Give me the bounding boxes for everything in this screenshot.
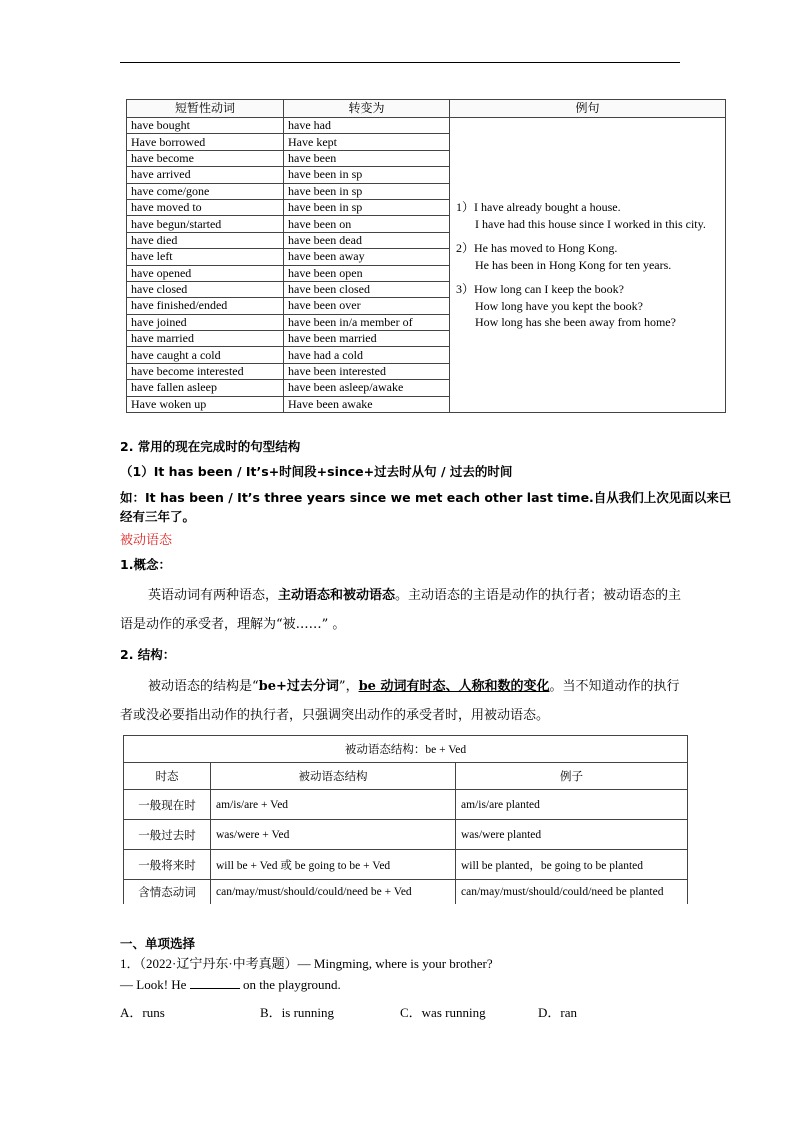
table-header-row: [124, 763, 688, 790]
short-verb-cell: have begun/started: [127, 216, 284, 232]
column-header: 例子: [456, 763, 688, 790]
example-sentence: 1）I have already bought a house.: [456, 200, 621, 215]
structure-text: ”，: [338, 679, 359, 694]
pattern-heading: （1）It has been / It’s+时间段+since+过去时从句 / 过去的时间: [120, 464, 513, 479]
concept-paragraph: [120, 581, 685, 639]
example-sentence: He has been in Hong Kong for ten years.: [475, 257, 672, 272]
example-group: [456, 240, 721, 273]
converted-verb-cell: have been dead: [284, 232, 450, 248]
question-text: on the playground.: [239, 977, 341, 992]
structure-text: 被动语态的结构是“: [148, 679, 259, 694]
converted-verb-cell: have been in sp: [284, 183, 450, 199]
short-verb-cell: have become: [127, 150, 284, 166]
table-row: [127, 118, 726, 134]
table-row: [124, 820, 688, 850]
column-header: 短暂性动词: [127, 100, 284, 118]
option-b: B．is running: [260, 1005, 335, 1020]
structure-cell: can/may/must/should/could/need be + Ved: [211, 880, 456, 905]
table-row: [124, 790, 688, 820]
short-verb-cell: have come/gone: [127, 183, 284, 199]
structure-cell: will be + Ved 或 be going to be + Ved: [211, 850, 456, 880]
pattern-example-line: 如：It has been / It’s three years since we met each other last time.自从我们上次见面以来已: [120, 490, 732, 505]
short-verb-cell: have opened: [127, 265, 284, 281]
option-a: A．runs: [120, 1005, 165, 1020]
example-cell: was/were planted: [456, 820, 688, 850]
short-verb-cell: have joined: [127, 314, 284, 330]
table-row: [124, 850, 688, 880]
option-d: D．ran: [538, 1005, 577, 1020]
exercise-heading: 一、单项选择: [120, 936, 196, 951]
table-header-row: [127, 100, 726, 118]
converted-verb-cell: have been asleep/awake: [284, 380, 450, 396]
structure-cell: am/is/are + Ved: [211, 790, 456, 820]
column-header: 例句: [450, 100, 726, 118]
converted-verb-cell: have had: [284, 118, 450, 134]
example-sentence: 3）How long can I keep the book?: [456, 282, 624, 297]
concept-heading: 1.概念：: [120, 557, 171, 572]
short-verb-cell: have died: [127, 232, 284, 248]
short-verb-cell: Have woken up: [127, 396, 284, 412]
example-cell: am/is/are planted: [456, 790, 688, 820]
converted-verb-cell: Have kept: [284, 134, 450, 150]
tense-cell: 含情态动词: [124, 880, 211, 905]
structure-heading: 2. 结构：: [120, 647, 176, 662]
example-cell: will be planted，be going to be planted: [456, 850, 688, 880]
short-verb-cell: have bought: [127, 118, 284, 134]
converted-verb-cell: have been interested: [284, 363, 450, 379]
verb-conversion-table: [126, 99, 726, 413]
converted-verb-cell: have been open: [284, 265, 450, 281]
short-verb-cell: Have borrowed: [127, 134, 284, 150]
example-sentence: I have had this house since I worked in this city.: [475, 216, 706, 231]
short-verb-cell: have arrived: [127, 167, 284, 183]
pattern-example-line: 经有三年了。: [120, 509, 196, 524]
tense-cell: 一般将来时: [124, 850, 211, 880]
converted-verb-cell: have had a cold: [284, 347, 450, 363]
structure-emphasis: be+过去分词: [258, 679, 339, 694]
table-caption-row: [124, 736, 688, 763]
structure-paragraph: [120, 672, 685, 730]
question-line: 1．（2022·辽宁丹东·中考真题）— Mingming, where is your brother?: [120, 956, 493, 971]
short-verb-cell: have become interested: [127, 363, 284, 379]
option-c: C．was running: [400, 1005, 486, 1020]
short-verb-cell: have closed: [127, 281, 284, 297]
short-verb-cell: have married: [127, 331, 284, 347]
question-text: — Look! He: [120, 977, 190, 992]
structure-text: 。当不知道动作的执行者或没必要指出动作的执行者，只强调突出动作的承受者时，用被动语态。: [120, 679, 680, 723]
short-verb-cell: have caught a cold: [127, 347, 284, 363]
short-verb-cell: have fallen asleep: [127, 380, 284, 396]
column-header: 被动语态结构: [211, 763, 456, 790]
answer-blank: [190, 977, 240, 989]
converted-verb-cell: have been married: [284, 331, 450, 347]
concept-text: 。主动语态的主语是动作的执行者；被动语态的主语是动作的承受者，理解为“被……” 。: [120, 588, 682, 632]
converted-verb-cell: have been in sp: [284, 199, 450, 215]
table-row: [124, 880, 688, 905]
structure-cell: was/were + Ved: [211, 820, 456, 850]
concept-text: 英语动词有两种语态，: [148, 588, 279, 603]
converted-verb-cell: have been over: [284, 298, 450, 314]
converted-verb-cell: have been in sp: [284, 167, 450, 183]
example-group: [456, 199, 721, 232]
tense-cell: 一般过去时: [124, 820, 211, 850]
header-rule: [120, 62, 680, 63]
short-verb-cell: have left: [127, 249, 284, 265]
example-sentence: How long has she been away from home?: [475, 315, 676, 330]
converted-verb-cell: have been: [284, 150, 450, 166]
passive-voice-title: 被动语态: [120, 533, 173, 548]
column-header: 时态: [124, 763, 211, 790]
section-heading: 2. 常用的现在完成时的句型结构: [120, 439, 301, 454]
table-caption: 被动语态结构：be + Ved: [124, 736, 688, 763]
example-sentence: How long have you kept the book?: [475, 298, 643, 313]
short-verb-cell: have moved to: [127, 199, 284, 215]
tense-cell: 一般现在时: [124, 790, 211, 820]
concept-emphasis: 主动语态和被动语态: [278, 588, 396, 603]
example-group: [456, 281, 721, 331]
question-line: [120, 977, 341, 993]
example-cell: can/may/must/should/could/need be planted: [456, 880, 688, 905]
converted-verb-cell: have been in/a member of: [284, 314, 450, 330]
passive-structure-table: [123, 735, 688, 904]
example-sentence: 2）He has moved to Hong Kong.: [456, 241, 618, 256]
converted-verb-cell: Have been awake: [284, 396, 450, 412]
example-sentences-cell: [450, 118, 726, 413]
column-header: 转变为: [284, 100, 450, 118]
structure-underlined: be 动词有时态、人称和数的变化: [358, 679, 550, 694]
converted-verb-cell: have been on: [284, 216, 450, 232]
converted-verb-cell: have been closed: [284, 281, 450, 297]
short-verb-cell: have finished/ended: [127, 298, 284, 314]
converted-verb-cell: have been away: [284, 249, 450, 265]
